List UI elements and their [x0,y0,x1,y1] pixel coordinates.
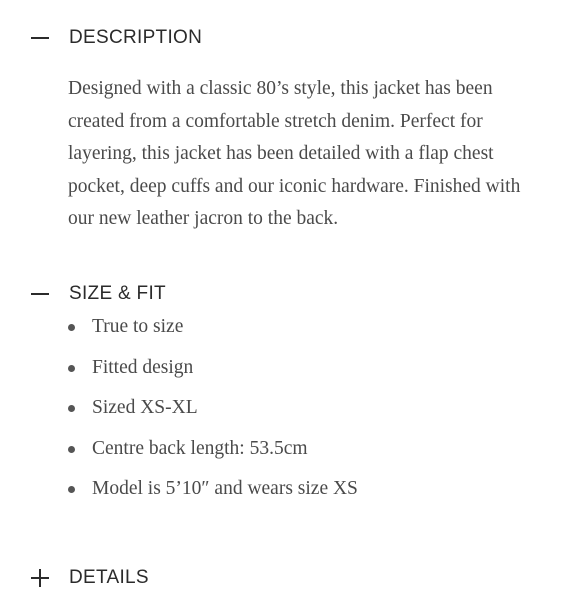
plus-icon[interactable] [31,563,49,593]
list-item-text: Centre back length: 53.5cm [92,437,308,459]
size-fit-title: SIZE & FIT [69,283,166,304]
size-fit-list [68,307,358,510]
description-accordion-header[interactable] [0,23,580,53]
description-title: DESCRIPTION [69,27,203,48]
details-title: DETAILS [69,567,149,588]
list-item-text: True to size [92,316,184,337]
bullet-icon [68,486,75,493]
minus-icon-bar [31,37,49,39]
list-item [68,307,358,348]
list-item-text: Model is 5’10″ and wears size XS [92,478,358,499]
minus-icon[interactable] [31,23,49,53]
minus-icon-bar [31,293,49,295]
list-item [68,429,358,470]
description-section [0,23,580,229]
list-item [68,348,358,389]
list-item [68,469,358,510]
bullet-icon [68,365,75,372]
details-section [0,563,580,593]
list-item-text: Sized XS-XL [92,397,198,418]
list-item-text: Fitted design [92,356,194,378]
size-fit-section [0,279,580,499]
minus-icon[interactable] [31,279,49,309]
description-text: Designed with a classic 80’s style, this jacket has been created from a comfortable stretch denim. Perfect for layering, this jacket has been detailed with a flap chest pocket, deep cuffs and our iconic hardware. Finished with our new leather jacron to the back. [68,78,521,229]
bullet-icon [68,405,75,412]
details-accordion-header[interactable] [0,563,580,593]
bullet-icon [68,446,75,453]
bullet-icon [68,324,75,331]
list-item [68,388,358,429]
plus-icon-vertical-bar [39,569,41,587]
size-fit-accordion-header[interactable] [0,279,580,309]
